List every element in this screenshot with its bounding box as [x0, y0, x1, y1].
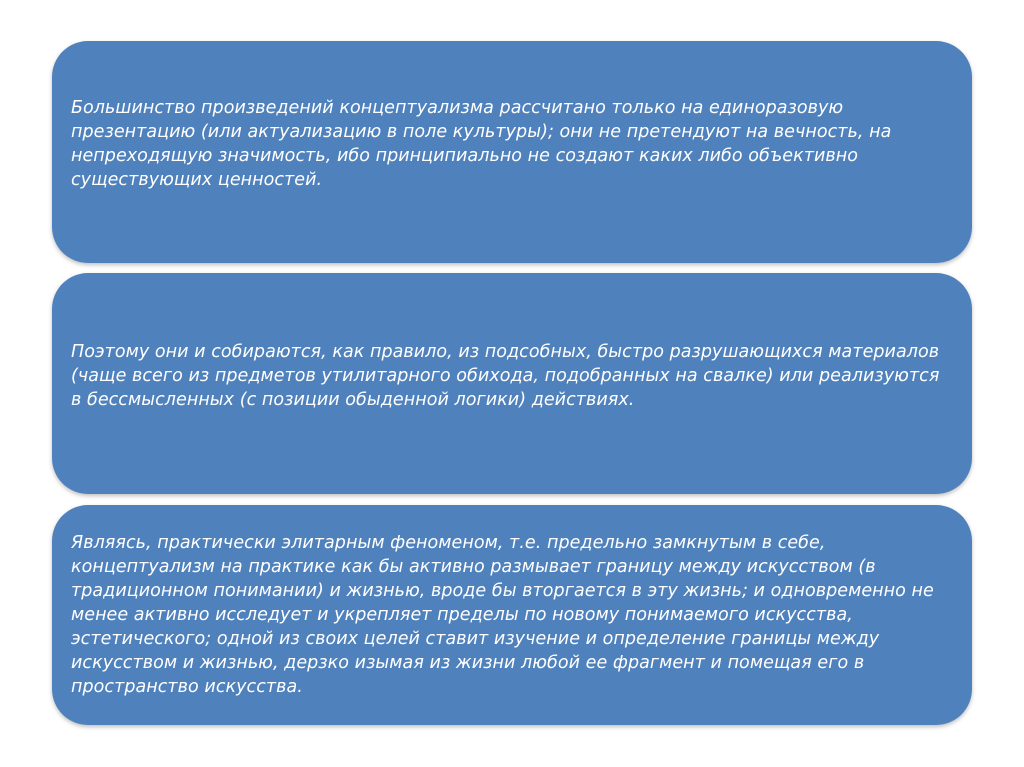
text-block-3-content: Являясь, практически элитарным феноменом, т.е. предельно замкнутым в себе, концептуализм на практике как бы активно размывает границу между искусством (в традиционном понимании) и жизнью, вроде бы вторгается в эту жизнь; и одновременно не менее активно исследует и укрепляет пределы по новому понимаемого искусства, эстетического; одной из своих целей ставит изучение и определение границы между искусством и жизнью, дерзко изымая из жизни любой ее фрагмент и помещая его в пространство искусства.: [71, 533, 934, 697]
text-block-1-content: Большинство произведений концептуализма рассчитано только на единоразовую презентацию (или актуализацию в поле культуры); они не претендуют на вечность, на непреходящую значимость, ибо принципиально не создают каких либо объективно существующих ценностей.: [71, 98, 892, 190]
text-block-2-content: Поэтому они и собираются, как правило, из подсобных, быстро разрушающихся материалов (чаще всего из предметов утилитарного обихода, подобранных на свалке) или реализуются в бессмысленных (с позиции обыденной логики) действиях.: [71, 341, 940, 410]
text-block-2: [52, 273, 972, 494]
text-block-1: [52, 41, 972, 263]
text-block-3: [52, 505, 972, 725]
